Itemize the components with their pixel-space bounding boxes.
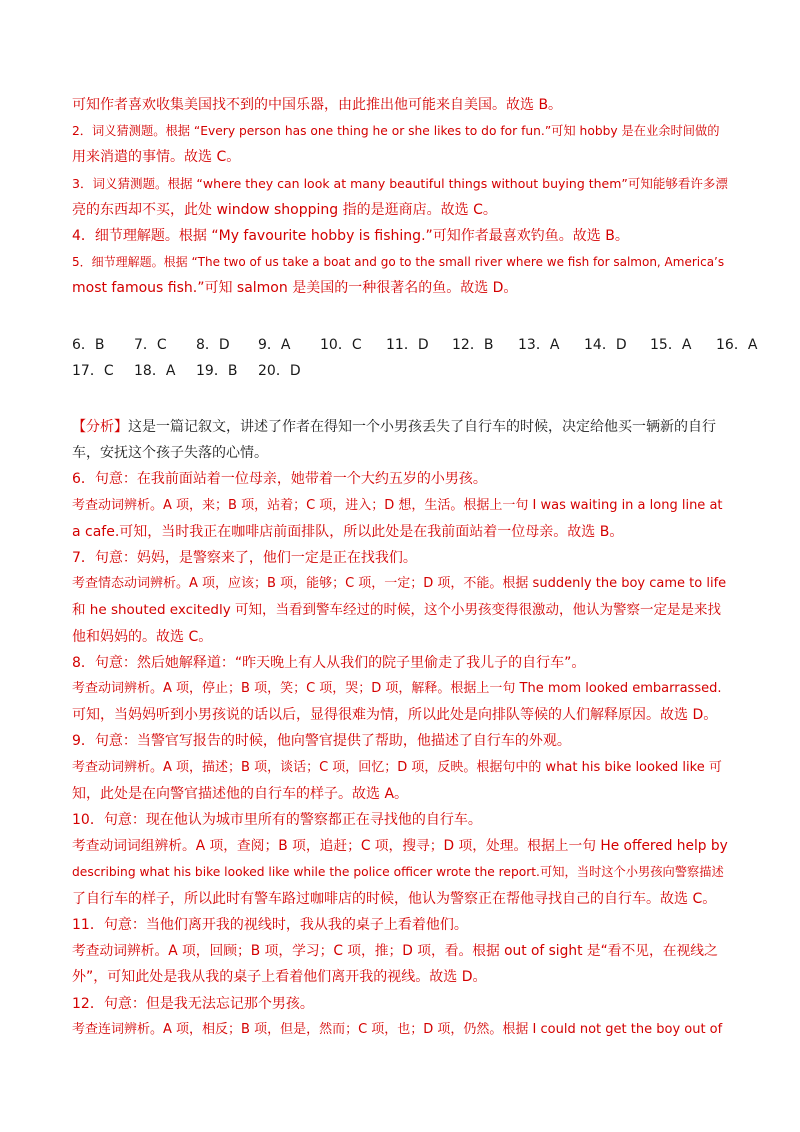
text-line: 2．词义猜测题。根据 “Every person has one thing he or she likes to do for fun.”可知 hobby 是在业余时间做的 [72,124,720,139]
text-line: 外”，可知此处是我从我的桌子上看着他们离开我的视线。故选 D。 [72,969,487,986]
answer-item: 8．D [196,336,230,353]
text-line: 和 he shouted excitedly 可知，当看到警车经过的时候，这个小男孩变得很激动，他认为警察一定是是来找 [72,602,722,619]
text-line: 用来消遣的事情。故选 C。 [72,149,241,166]
answer-explanations-6-12 [72,466,728,1042]
text-line: 4．细节理解题。根据 “My favourite hobby is fishing.”可知作者最喜欢钓鱼。故选 B。 [72,228,629,245]
text-line: 考查动词辨析。A 项，描述；B 项，谈话；C 项，回忆；D 项，反映。根据句中的 what his bike looked like 可 [72,759,722,775]
answer-item: 16．A [716,336,758,353]
answer-item: 19．B [196,362,238,379]
answer-item: 20．D [258,362,301,379]
answer-item: 17．C [72,362,114,379]
text-line: 考查动词辨析。A 项，停止；B 项，笑；C 项，哭；D 项，解释。根据上一句 The mom looked embarrassed. [72,681,722,697]
text-line: 6．句意：在我前面站着一位母亲，她带着一个大约五岁的小男孩。 [72,471,487,488]
answer-explanations-1-5 [72,92,728,302]
text-line: 3．词义猜测题。根据 “where they can look at many beautiful things without buying them”可知能够看许多漂 [72,175,728,191]
text-line: 他和妈妈的。故选 C。 [72,628,213,645]
answer-item: 13．A [518,336,560,353]
text-line: 了自行车的样子，所以此时有警车路过咖啡店的时候，他认为警察正在帮他寻找自己的自行车。故选 C。 [72,890,717,907]
answer-item: 15．A [650,336,692,353]
answer-key-row-2 [72,358,728,384]
text-line: 可知作者喜欢收集美国找不到的中国乐器，由此推出他可能来自美国。故选 B。 [72,97,563,113]
text-line: 考查连词辨析。A 项，相反；B 项，但是，然而；C 项，也；D 项，仍然。根据 I could not get the boy out of [72,1021,723,1037]
analysis-text: 车，安抚这个孩子失落的心情。 [72,445,268,462]
answer-key-row-1 [72,332,758,358]
text-line: 10．句意：现在他认为城市里所有的警察都正在寻找他的自行车。 [72,812,482,829]
text-line: 考查动词辨析。A 项，回顾；B 项，学习；C 项，推；D 项，看。根据 out of sight 是“看不见，在视线之 [72,943,718,960]
text-line: describing what his bike looked like while the police officer wrote the report.可知，当时这个小男孩向警察描述 [72,865,724,880]
analysis-tag: 【分析】 [72,419,128,436]
answer-item: 14．D [584,336,627,353]
analysis-text: 这是一篇记叙文，讲述了作者在得知一个小男孩丢失了自行车的时候，决定给他买一辆新的自行 [128,419,716,436]
text-line: 知，此处是在向警官描述他的自行车的样子。故选 A。 [72,785,409,802]
answer-item: 7．C [134,336,167,353]
text-line: 考查情态动词辨析。A 项，应该；B 项，能够；C 项，一定；D 项，不能。根据 suddenly the boy came to life [72,576,727,592]
text-line: 可知，当妈妈听到小男孩说的话以后，显得很难为情，所以此处是向排队等候的人们解释原因。故选 D。 [72,707,718,724]
answer-item: 12．B [452,336,494,353]
text-line: 考查动词词组辨析。A 项，查阅；B 项，追赶；C 项，搜寻；D 项，处理。根据上一句 He offered help by [72,838,728,855]
answer-item: 11．D [386,336,429,353]
text-line: 7．句意：妈妈，是警察来了，他们一定是正在找我们。 [72,550,417,567]
text-line: 5．细节理解题。根据 “The two of us take a boat and go to the small river where we fish for salmon, America’s [72,255,725,270]
text-line: 9．句意：当警官写报告的时候，他向警官提供了帮助，他描述了自行车的外观。 [72,733,571,750]
document-page [72,92,758,1043]
answer-item: 18．A [134,362,176,379]
text-line: most famous fish.”可知 salmon 是美国的一种很著名的鱼。故选 D。 [72,280,518,297]
text-line: 考查动词辨析。A 项，来；B 项，站着；C 项，进入；D 想，生活。根据上一句 I was waiting in a long line at [72,497,723,513]
text-line: 11．句意：当他们离开我的视线时，我从我的桌子上看着他们。 [72,916,468,933]
text-line: 12．句意：但是我无法忘记那个男孩。 [72,995,314,1012]
text-line: a cafe.可知，当时我正在咖啡店前面排队，所以此处是在我前面站着一位母亲。故选 B。 [72,523,624,540]
text-line: 亮的东西却不买，此处 window shopping 指的是逛商店。故选 C。 [72,201,497,218]
answer-item: 6．B [72,336,105,353]
answer-key [72,332,758,384]
answer-item: 9．A [258,336,291,353]
text-line: 8．句意：然后她解释道：“昨天晚上有人从我们的院子里偷走了我儿子的自行车”。 [72,654,586,671]
analysis-block [72,414,728,466]
answer-item: 10．C [320,336,362,353]
